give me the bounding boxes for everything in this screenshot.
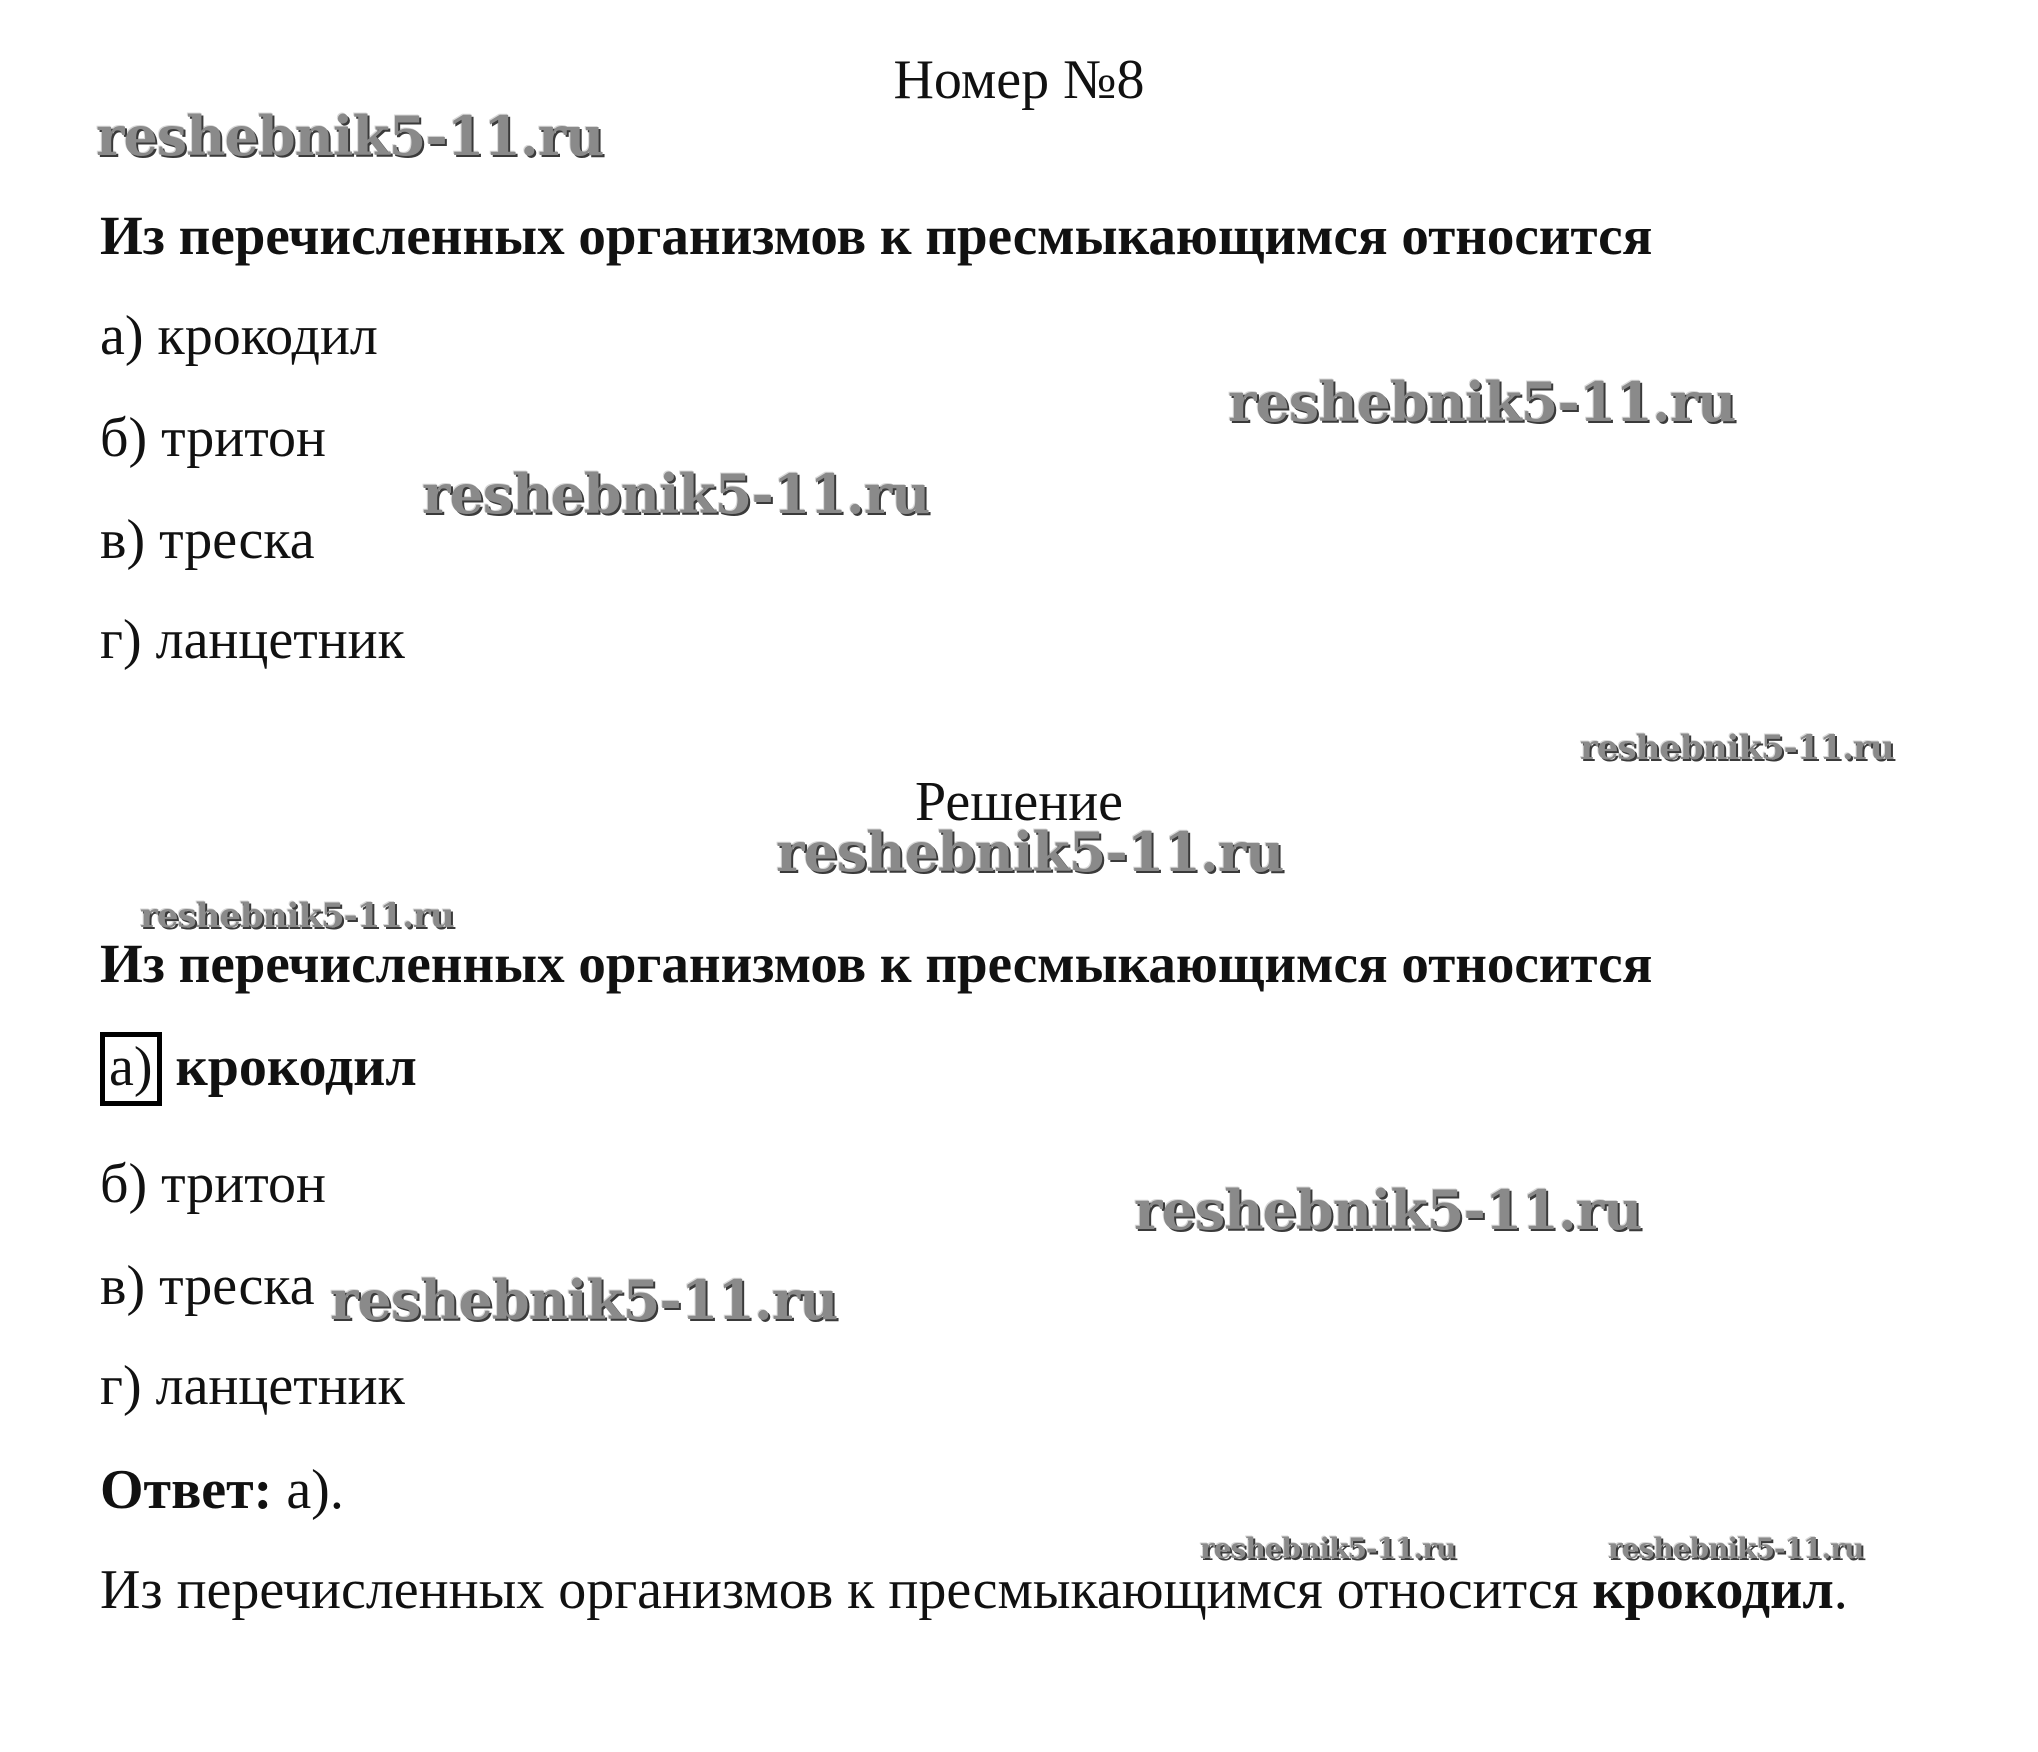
task-option-c <box>100 508 315 572</box>
solution-option-d <box>100 1354 405 1418</box>
task-option-a <box>100 304 378 368</box>
watermark: reshebnik5-11.ru <box>140 896 454 936</box>
option-letter: а) <box>100 305 144 367</box>
answer-line <box>100 1458 344 1522</box>
task-option-b <box>100 406 326 470</box>
answer-value: а). <box>286 1459 344 1521</box>
answer-label: Ответ: <box>100 1459 273 1521</box>
option-letter: б) <box>100 1153 148 1215</box>
watermark: reshebnik5-11.ru <box>422 462 930 526</box>
watermark: reshebnik5-11.ru <box>1134 1178 1642 1242</box>
correct-letter-box: а) <box>100 1032 162 1106</box>
option-letter: г) <box>100 1355 142 1417</box>
option-letter: б) <box>100 407 148 469</box>
conclusion-prefix: Из перечисленных организмов к пресмыкающимся относится <box>100 1559 1579 1621</box>
conclusion-bold: крокодил <box>1592 1559 1834 1621</box>
solution-option-c <box>100 1254 315 1318</box>
option-text: ланцетник <box>155 1355 405 1417</box>
page-title: Номер №8 <box>893 49 1145 111</box>
option-text: ланцетник <box>155 609 405 671</box>
watermark: reshebnik5-11.ru <box>1580 728 1894 768</box>
watermark: reshebnik5-11.ru <box>1228 370 1736 434</box>
watermark: reshebnik5-11.ru <box>330 1268 838 1332</box>
watermark: reshebnik5-11.ru <box>1608 1532 1864 1565</box>
option-text: крокодил <box>157 305 378 367</box>
option-text: тритон <box>161 407 326 469</box>
solution-heading: Решение <box>914 771 1124 833</box>
watermark: reshebnik5-11.ru <box>776 820 1284 884</box>
watermark: reshebnik5-11.ru <box>1200 1532 1456 1565</box>
option-letter: в) <box>100 1255 146 1317</box>
solution-question: Из перечисленных организмов к пресмыкающимся относится <box>100 933 1653 994</box>
option-text: треска <box>159 1255 315 1317</box>
watermark: reshebnik5-11.ru <box>96 104 604 168</box>
option-letter: в) <box>100 509 146 571</box>
option-letter: г) <box>100 609 142 671</box>
conclusion-line <box>100 1558 1848 1622</box>
option-text: треска <box>159 509 315 571</box>
solution-option-b <box>100 1152 326 1216</box>
correct-option-text: крокодил <box>175 1036 417 1098</box>
task-option-d <box>100 608 405 672</box>
option-text: тритон <box>161 1153 326 1215</box>
solution-correct-option <box>100 1032 417 1106</box>
conclusion-suffix: . <box>1833 1559 1848 1621</box>
task-question: Из перечисленных организмов к пресмыкающимся относится <box>100 205 1653 266</box>
